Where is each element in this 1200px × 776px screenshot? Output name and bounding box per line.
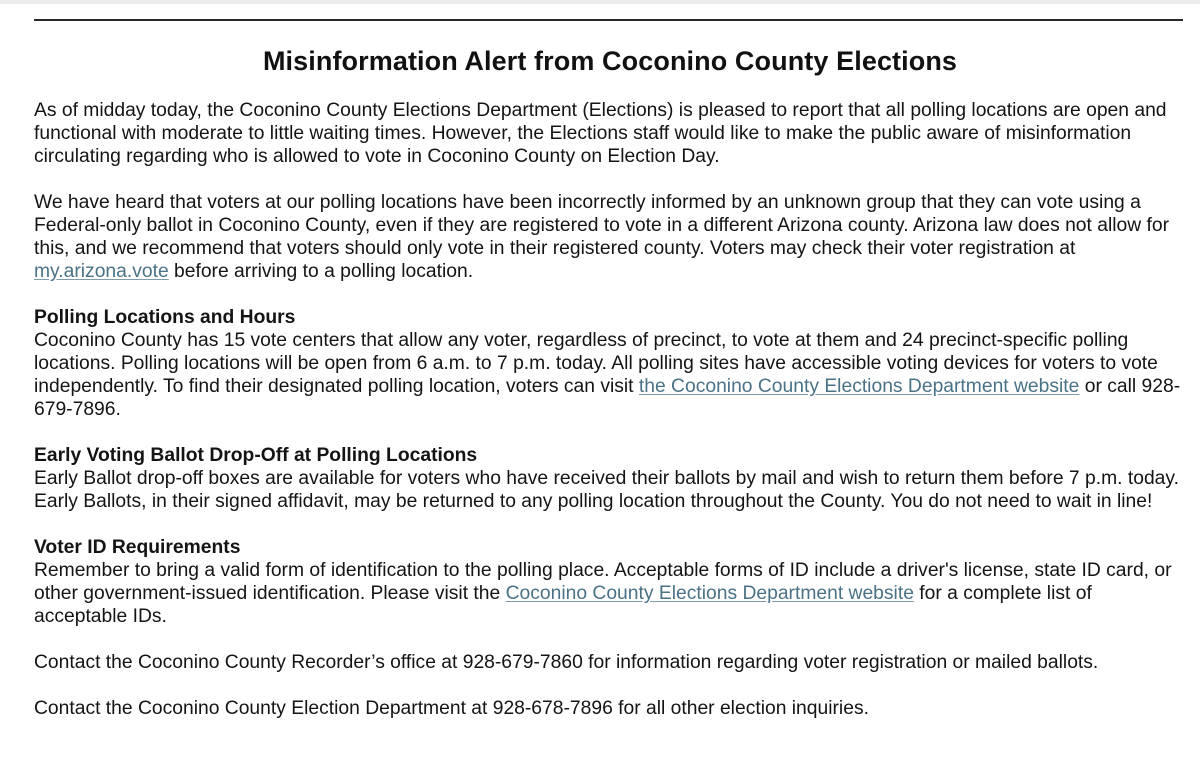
voter-id-section: [34, 536, 1186, 628]
article-body: [34, 40, 1186, 743]
my-arizona-vote-link[interactable]: my.arizona.vote: [34, 261, 169, 282]
top-strip: [0, 0, 1200, 4]
polling-heading: Polling Locations and Hours: [34, 307, 296, 328]
polling-text-start: Coconino County has 15 vote centers that allow any voter, regardless of precinct, to vote at them and 24 precinct-specific polling locations. Polling locations will be open from 6 a.m. to 7 p.m. today. All polling sites have accessible voting devices for voters to vote independently. To find their designated polling location, voters can visit: [34, 330, 1158, 397]
elections-website-link[interactable]: the Coconino County Elections Department website: [638, 376, 1080, 397]
misinformation-text-end: before arriving to a polling location.: [168, 261, 474, 282]
misinformation-text-start: We have heard that voters at our polling locations have been incorrectly informed by an unknown group that they can vote using a Federal-only ballot in Coconino County, even if they are registered to vote in a different Arizona county. Arizona law does not allow for this, and we recommend that voters should only vote in their registered county. Voters may check their voter registration at: [34, 192, 1170, 259]
voter-id-heading: Voter ID Requirements: [34, 537, 241, 558]
polling-section: [34, 306, 1186, 421]
misinformation-paragraph: [34, 191, 1186, 283]
early-voting-heading: Early Voting Ballot Drop-Off at Polling Locations: [34, 445, 478, 466]
intro-paragraph: As of midday today, the Coconino County Elections Department (Elections) is pleased to report that all polling locations are open and functional with moderate to little waiting times. However, the Elections staff would like to make the public aware of misinformation circulating regarding who is allowed to vote in Coconino County on Election Day.: [34, 100, 1167, 167]
voter-id-text-end: for a complete list of acceptable IDs.: [34, 583, 1092, 627]
polling-text-end: or call 928-679-7896.: [34, 376, 1181, 420]
page-title: Misinformation Alert from Coconino County Elections: [262, 46, 958, 76]
early-voting-section: [34, 444, 1186, 513]
elections-contact: Contact the Coconino County Election Department at 928-678-7896 for all other election inquiries.: [34, 698, 869, 719]
voter-id-text-start: Remember to bring a valid form of identification to the polling place. Acceptable forms of ID include a driver's license, state ID card, or other government-issued identification. Please visit the: [34, 560, 1172, 604]
early-voting-text: Early Ballot drop-off boxes are available for voters who have received their ballots by mail and wish to return them before 7 p.m. today. Early Ballots, in their signed affidavit, may be returned to any polling location throughout the County. You do not need to wait in line!: [34, 468, 1179, 512]
recorder-contact: Contact the Coconino County Recorder’s office at 928-679-7860 for information regarding voter registration or mailed ballots.: [34, 652, 1099, 673]
horizontal-rule: [34, 19, 1183, 21]
elections-department-website-link[interactable]: Coconino County Elections Department website: [505, 583, 914, 604]
